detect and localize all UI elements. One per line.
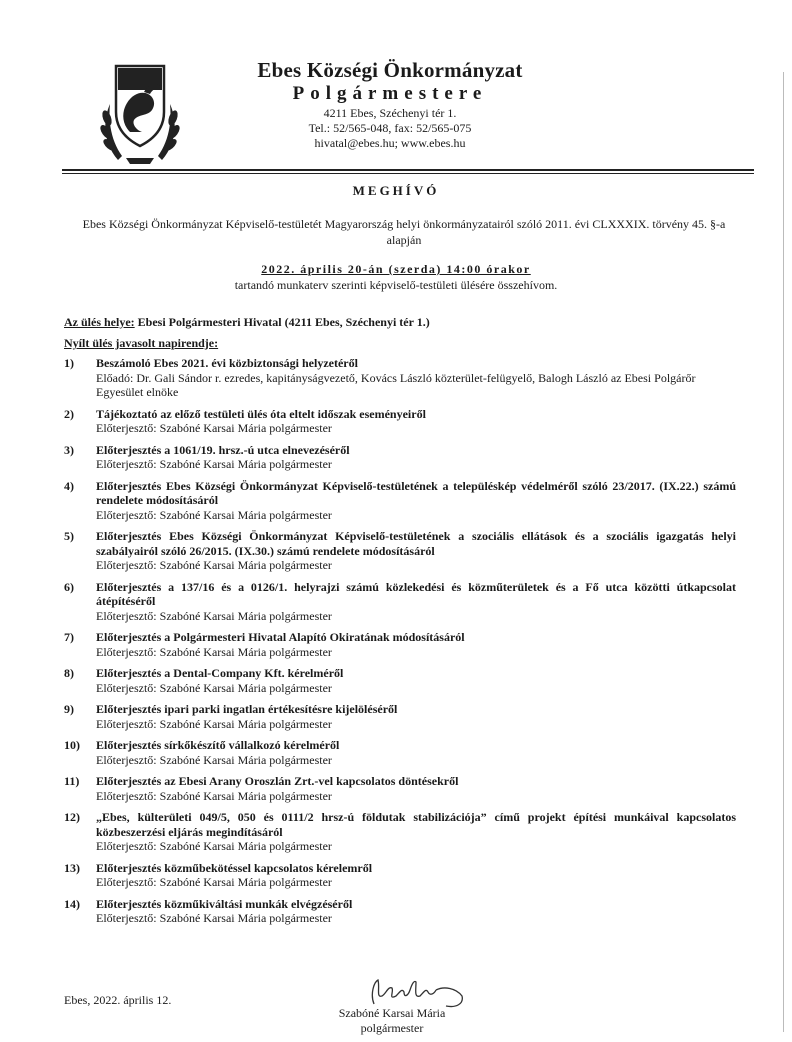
agenda-item-number: 14) bbox=[64, 896, 80, 911]
document-heading: MEGHÍVÓ bbox=[352, 183, 440, 198]
agenda-item-presenter: Előterjesztő: Szabóné Karsai Mária polgármester bbox=[96, 875, 332, 889]
agenda-item-title: Beszámoló Ebes 2021. évi közbiztonsági helyzetéről bbox=[96, 356, 358, 370]
agenda-item-presenter: Előterjesztő: Szabóné Karsai Mária polgármester bbox=[96, 608, 332, 623]
agenda-item-title: Előterjesztés a 137/16 és a 0126/1. helyrajzi számú közlekedési és közműterületek és a Fő utca közötti útkapcsolat átépítéséről bbox=[96, 579, 736, 608]
agenda-item-number: 13) bbox=[64, 860, 80, 875]
agenda-item bbox=[64, 897, 736, 926]
agenda-item-presenter: Előterjesztő: Szabóné Karsai Mária polgármester bbox=[96, 558, 332, 572]
agenda-item bbox=[64, 702, 736, 731]
agenda-item-title: Előterjesztés Ebes Községi Önkormányzat Képviselő-testületének a településkép védelméről szóló 23/2017. (IX.22.) számú rendelete módosításáról bbox=[96, 478, 736, 507]
place-date: Ebes, 2022. április 12. bbox=[64, 993, 172, 1007]
agenda-item bbox=[64, 666, 736, 695]
agenda-item-title: Előterjesztés az Ebesi Arany Oroszlán Zrt.-vel kapcsolatos döntésekről bbox=[96, 774, 459, 788]
agenda-item bbox=[64, 529, 736, 573]
agenda-item bbox=[64, 356, 736, 400]
agenda-item-number: 8) bbox=[64, 666, 74, 680]
agenda-item-number: 2) bbox=[64, 406, 74, 421]
agenda-item-presenter: Előterjesztő: Szabóné Karsai Mária polgármester bbox=[96, 457, 332, 471]
agenda-item-number: 4) bbox=[64, 478, 74, 493]
agenda-item-number: 9) bbox=[64, 702, 74, 716]
agenda-item-title: Előterjesztés közműbekötéssel kapcsolatos kérelemről bbox=[96, 860, 373, 875]
agenda-item bbox=[64, 407, 736, 436]
agenda-item-title: Előterjesztés ipari parki ingatlan értékesítésre kijelöléséről bbox=[96, 702, 398, 716]
agenda-item-number: 10) bbox=[64, 738, 80, 752]
agenda-item-number: 5) bbox=[64, 529, 74, 543]
agenda-item-presenter: Előterjesztő: Szabóné Karsai Mária polgármester bbox=[96, 839, 332, 853]
agenda-item-presenter: Előterjesztő: Szabóné Karsai Mária polgármester bbox=[96, 644, 332, 659]
agenda-heading: Nyílt ülés javasolt napirendje: bbox=[64, 336, 219, 350]
intro-text: Ebes Községi Önkormányzat Képviselő-testületét Magyarország helyi önkormányzatairól szóló 2011. évi CLXXXIX. törvény 45. §-a alapján bbox=[82, 217, 726, 247]
agenda-item-number: 1) bbox=[64, 356, 74, 370]
meeting-date: 2022. április 20-án (szerda) 14:00 órakor bbox=[261, 262, 531, 276]
agenda-item-presenter: Előterjesztő: Szabóné Karsai Mária polgármester bbox=[96, 680, 332, 695]
agenda-item-title: „Ebes, külterületi 049/5, 050 és 0111/2 hrsz-ú földutak stabilizációja” című projekt építési munkáival kapcsolatos közbeszerzési eljárás megindításáról bbox=[96, 810, 736, 839]
agenda-item bbox=[64, 580, 736, 624]
agenda-item-presenter: Előterjesztő: Szabóné Karsai Mária polgármester bbox=[96, 752, 332, 767]
agenda-item bbox=[64, 774, 736, 803]
agenda-item-presenter: Előterjesztő: Szabóné Karsai Mária polgármester bbox=[96, 788, 332, 803]
agenda-item-presenter: Előterjesztő: Szabóné Karsai Mária polgármester bbox=[96, 716, 332, 731]
agenda-item-presenter: Előterjesztő: Szabóné Karsai Mária polgármester bbox=[96, 507, 332, 522]
agenda-item-number: 7) bbox=[64, 630, 74, 644]
agenda-item bbox=[64, 861, 736, 890]
letterhead-org: Ebes Községi Önkormányzat bbox=[257, 58, 523, 82]
municipal-crest-logo bbox=[98, 60, 182, 168]
agenda-item-presenter: Előadó: Dr. Gali Sándor r. ezredes, kapitányságvezető, Kovács László közterület-felügyelő, Balogh László az Ebesi Polgárőr Egyesület elnöke bbox=[96, 370, 696, 399]
meeting-subtitle: tartandó munkaterv szerinti képviselő-testületi ülésére összehívom. bbox=[234, 278, 558, 292]
agenda-item-title: Tájékoztató az előző testületi ülés óta eltelt időszak eseményeiről bbox=[96, 406, 426, 421]
handwritten-signature bbox=[360, 974, 470, 1010]
location-value: Ebesi Polgármesteri Hivatal (4211 Ebes, Széchenyi tér 1.) bbox=[137, 315, 430, 329]
agenda-item-presenter: Előterjesztő: Szabóné Karsai Mária polgármester bbox=[96, 911, 332, 925]
location-label: Az ülés helye: bbox=[64, 315, 135, 329]
signer-role: polgármester bbox=[360, 1021, 424, 1035]
signer-name: Szabóné Karsai Mária bbox=[338, 1006, 446, 1020]
letterhead-web: hivatal@ebes.hu; www.ebes.hu bbox=[314, 136, 466, 150]
agenda-item-presenter: Előterjesztő: Szabóné Karsai Mária polgármester bbox=[96, 421, 332, 435]
agenda-item bbox=[64, 479, 736, 523]
agenda-item-title: Előterjesztés Ebes Községi Önkormányzat Képviselő-testületének a szociális ellátások és a szociális igazgatás helyi szabályairól szóló 26/2015. (IX.30.) számú rendelete módosításáról bbox=[96, 529, 736, 558]
agenda-item-number: 3) bbox=[64, 442, 74, 457]
agenda-item-number: 12) bbox=[64, 810, 80, 824]
agenda-item-title: Előterjesztés a 1061/19. hrsz.-ú utca elnevezéséről bbox=[96, 442, 350, 457]
agenda-item-title: Előterjesztés közműkiváltási munkák elvégzéséről bbox=[96, 896, 353, 911]
agenda-item-title: Előterjesztés a Polgármesteri Hivatal Alapító Okiratának módosításáról bbox=[96, 630, 465, 644]
agenda-item-number: 11) bbox=[64, 774, 80, 788]
letterhead bbox=[210, 58, 570, 151]
meeting-location bbox=[64, 315, 430, 330]
letterhead-phone: Tel.: 52/565-048, fax: 52/565-075 bbox=[308, 121, 472, 135]
agenda-item bbox=[64, 443, 736, 472]
header-divider-thick bbox=[62, 169, 754, 171]
agenda-item-number: 6) bbox=[64, 579, 74, 594]
letterhead-title: Polgármestere bbox=[292, 83, 488, 104]
agenda-item-title: Előterjesztés sírkőkészítő vállalkozó kérelméről bbox=[96, 738, 340, 752]
page-edge-line bbox=[783, 72, 784, 1032]
agenda-item bbox=[64, 810, 736, 854]
agenda-item-title: Előterjesztés a Dental-Company Kft. kérelméről bbox=[96, 666, 344, 680]
agenda-item bbox=[64, 738, 736, 767]
header-divider-thin bbox=[62, 173, 754, 174]
agenda-item bbox=[64, 630, 736, 659]
letterhead-address: 4211 Ebes, Széchenyi tér 1. bbox=[323, 106, 457, 120]
agenda-list bbox=[64, 356, 736, 933]
